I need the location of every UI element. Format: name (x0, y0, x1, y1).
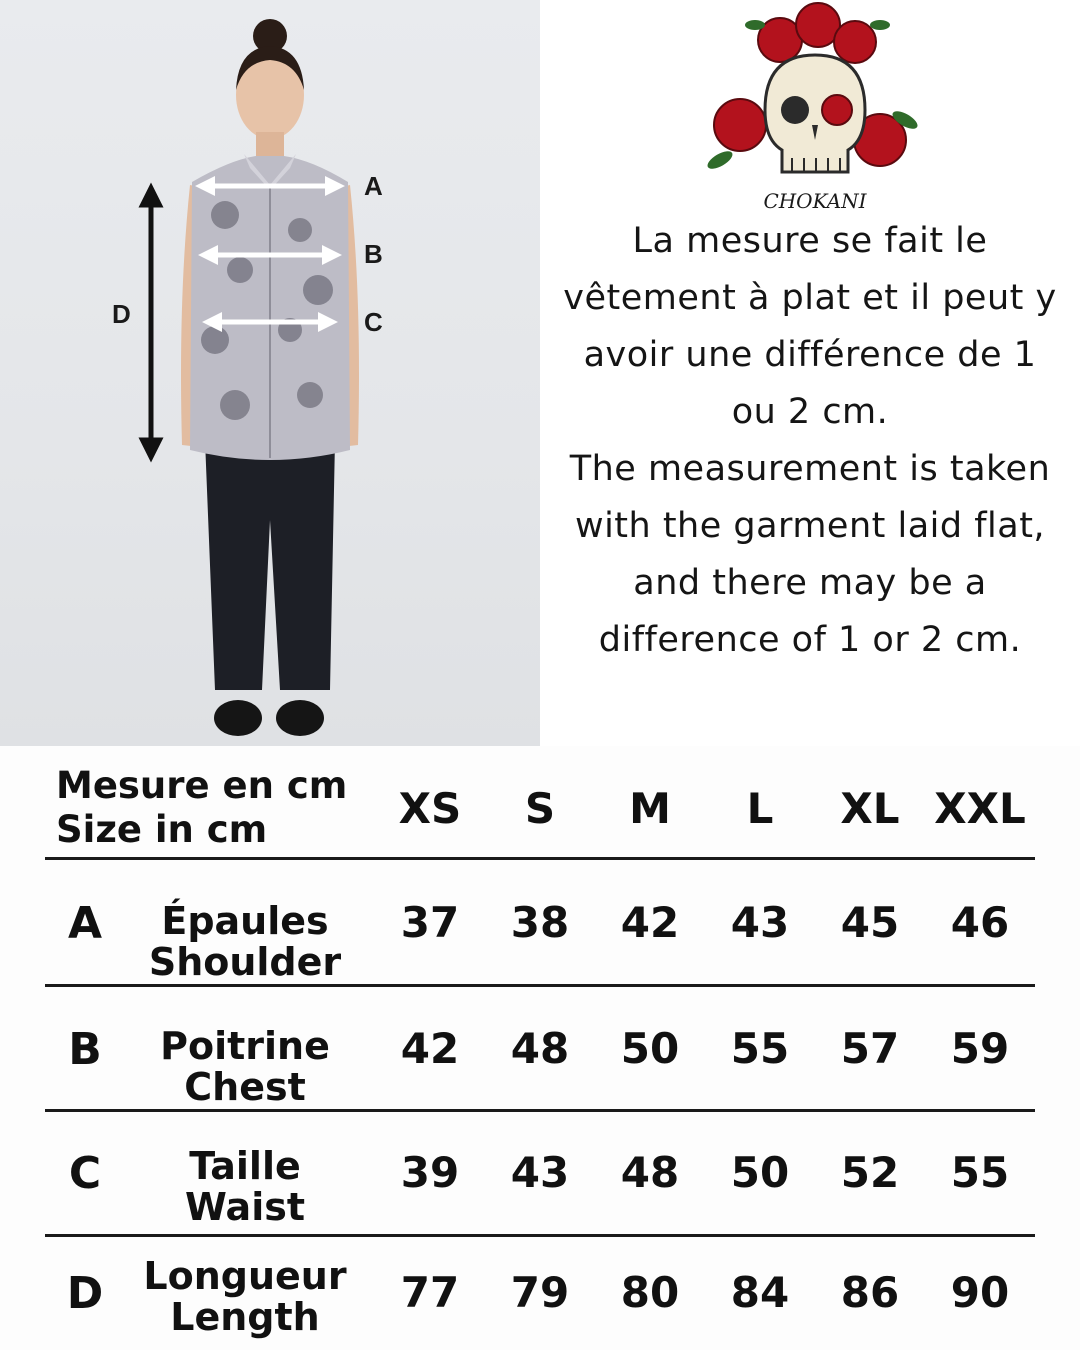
table-cell: 55 (730, 1024, 790, 1073)
table-cell: 55 (950, 1148, 1010, 1197)
row-d-name-fr: Longueur (143, 1254, 347, 1298)
label-d: D (112, 299, 131, 329)
table-cell: 43 (510, 1148, 570, 1197)
table-cell: 50 (620, 1024, 680, 1073)
row-d-name (140, 1256, 350, 1338)
row-a-name-fr: Épaules (161, 899, 329, 943)
header-french: Mesure en cm (56, 764, 348, 807)
row-b-letter: B (68, 1024, 102, 1075)
table-cell: 43 (730, 898, 790, 947)
size-xl: XL (840, 784, 900, 833)
row-a-letter: A (67, 898, 103, 949)
size-m: M (629, 784, 671, 833)
table-cell: 90 (950, 1268, 1010, 1317)
label-b: B (364, 239, 383, 269)
label-c: C (364, 307, 383, 337)
size-xxl: XXL (934, 784, 1026, 833)
table-cell: 80 (620, 1268, 680, 1317)
table-cell: 42 (400, 1024, 460, 1073)
row-b-name-fr: Poitrine (160, 1024, 330, 1068)
row-d-letter: D (66, 1268, 104, 1319)
model-photo (0, 0, 540, 746)
note-french: La mesure se fait le vêtement à plat et il peut y avoir une différence de 1 ou 2 cm. (563, 221, 1057, 432)
size-table (0, 746, 1080, 1350)
model-illustration (0, 0, 540, 746)
table-cell: 38 (510, 898, 570, 947)
table-rule (45, 1234, 1035, 1237)
table-cell: 50 (730, 1148, 790, 1197)
brand-logo (700, 0, 930, 220)
skull-roses-logo (700, 0, 930, 220)
table-cell: 42 (620, 898, 680, 947)
table-cell: 46 (950, 898, 1010, 947)
table-cell: 39 (400, 1148, 460, 1197)
table-cell: 59 (950, 1024, 1010, 1073)
row-b-name-en: Chest (184, 1065, 306, 1109)
table-cell: 86 (840, 1268, 900, 1317)
table-cell: 48 (510, 1024, 570, 1073)
row-c-name-en: Waist (184, 1185, 305, 1229)
row-c-name (140, 1146, 350, 1228)
size-xs: XS (398, 784, 462, 833)
table-cell: 45 (840, 898, 900, 947)
table-cell: 57 (840, 1024, 900, 1073)
row-a-name (140, 901, 350, 983)
row-d-name-en: Length (170, 1295, 320, 1339)
table-rule (45, 984, 1035, 987)
measurement-note (560, 213, 1060, 669)
header-english: Size in cm (56, 808, 268, 851)
table-rule (45, 1109, 1035, 1112)
table-cell: 84 (730, 1268, 790, 1317)
row-c-name-fr: Taille (189, 1144, 301, 1188)
size-s: S (524, 784, 556, 833)
table-cell: 79 (510, 1268, 570, 1317)
row-c-letter: C (68, 1148, 102, 1199)
label-a: A (364, 171, 383, 201)
table-header-label (56, 764, 347, 852)
row-a-name-en: Shoulder (148, 940, 342, 984)
table-cell: 52 (840, 1148, 900, 1197)
table-cell: 48 (620, 1148, 680, 1197)
table-rule (45, 857, 1035, 860)
row-b-name (140, 1026, 350, 1108)
table-cell: 37 (400, 898, 460, 947)
brand-name: CHOKANI (763, 189, 867, 213)
table-cell: 77 (400, 1268, 460, 1317)
size-l: L (746, 784, 774, 833)
note-english: The measurement is taken with the garment laid flat, and there may be a difference of 1 or 2 cm. (569, 449, 1051, 660)
